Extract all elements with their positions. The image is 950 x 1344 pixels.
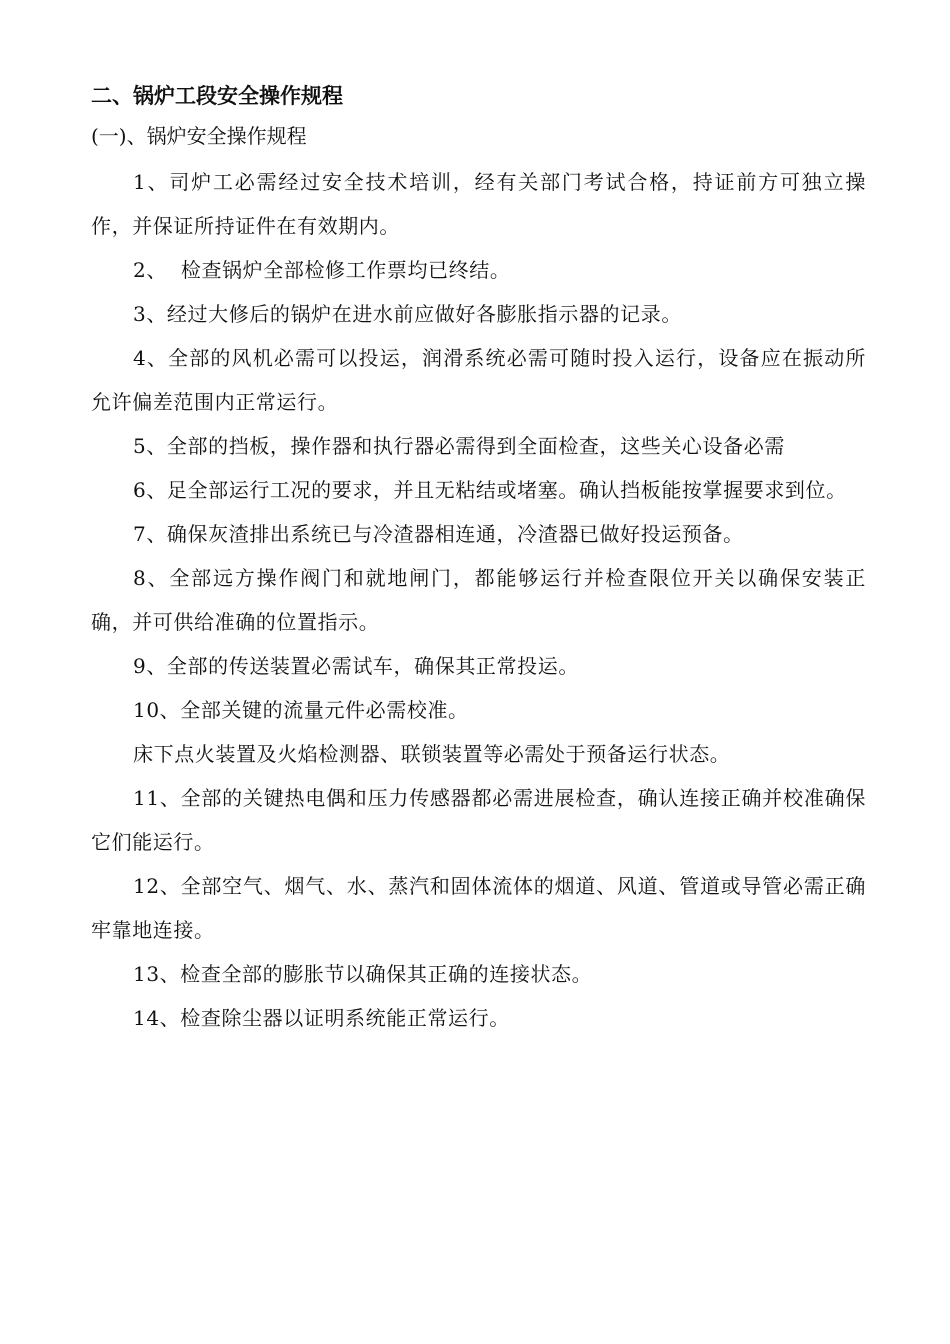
paragraph-item-8: 8、全部远方操作阀门和就地闸门，都能够运行并检查限位开关以确保安装正确，并可供给准确的位置指示。 — [91, 566, 866, 634]
paragraph-item-1: 1、司炉工必需经过安全技术培训，经有关部门考试合格，持证前方可独立操作，并保证所持证件在有效期内。 — [91, 170, 866, 238]
paragraph-item-13: 13、检查全部的膨胀节以确保其正确的连接状态。 — [133, 962, 593, 986]
paragraph-item-5: 5、全部的挡板，操作器和执行器必需得到全面检查，这些关心设备必需 — [133, 434, 785, 458]
paragraph-item-7: 7、确保灰渣排出系统已与冷渣器相连通，冷渣器已做好投运预备。 — [133, 522, 744, 546]
paragraph-item-10: 10、全部关键的流量元件必需校准。 — [133, 698, 469, 722]
paragraph-item-2: 2、 检查锅炉全部检修工作票均已终结。 — [133, 258, 511, 282]
paragraph-item-9: 9、全部的传送装置必需试车，确保其正常投运。 — [133, 654, 579, 678]
section-heading: 二、锅炉工段安全操作规程 — [91, 84, 343, 108]
paragraph-item-11: 11、全部的关键热电偶和压力传感器都必需进展检查，确认连接正确并校准确保它们能运行。 — [91, 786, 866, 854]
paragraph-item-3: 3、经过大修后的锅炉在进水前应做好各膨胀指示器的记录。 — [133, 302, 682, 326]
subsection-heading: (一)、锅炉安全操作规程 — [91, 124, 307, 148]
paragraph-item-6: 6、足全部运行工况的要求，并且无粘结或堵塞。确认挡板能按掌握要求到位。 — [133, 478, 847, 502]
paragraph-item-4: 4、全部的风机必需可以投运，润滑系统必需可随时投入运行，设备应在振动所允许偏差范围内正常运行。 — [91, 346, 866, 414]
document-body — [91, 76, 866, 1040]
paragraph-item-12: 12、全部空气、烟气、水、蒸汽和固体流体的烟道、风道、管道或导管必需正确牢靠地连接。 — [91, 874, 866, 942]
paragraph-ignition-note: 床下点火装置及火焰检测器、联锁装置等必需处于预备运行状态。 — [133, 742, 731, 766]
paragraph-item-14: 14、检查除尘器以证明系统能正常运行。 — [133, 1006, 510, 1030]
